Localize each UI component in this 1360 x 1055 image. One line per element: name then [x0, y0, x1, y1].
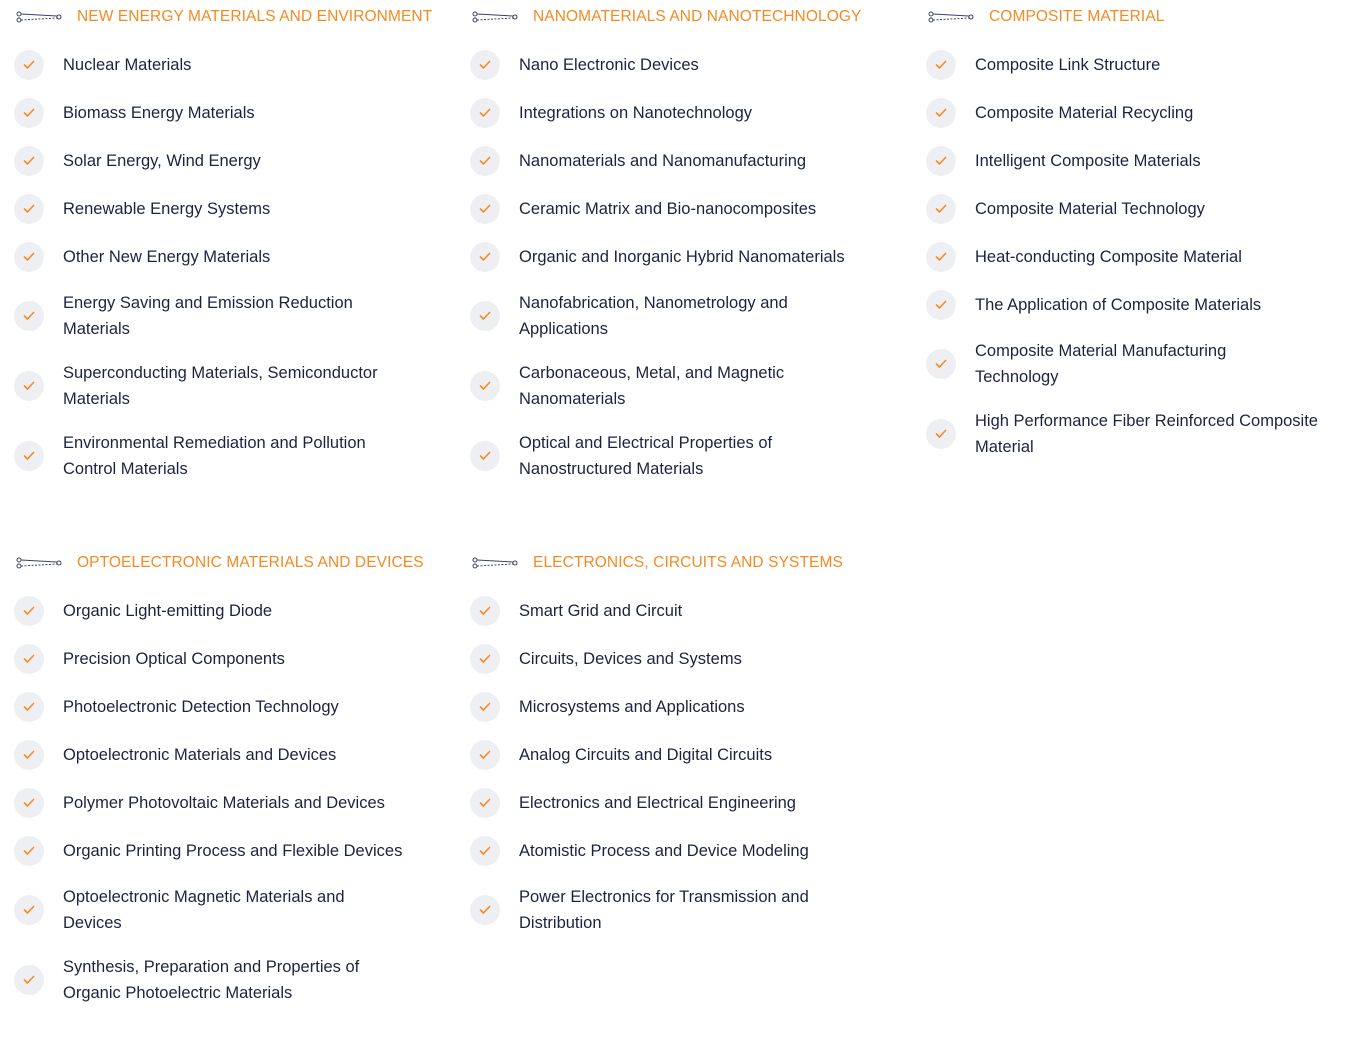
- list-item: [456, 281, 896, 351]
- item-label: Analog Circuits and Digital Circuits: [519, 746, 773, 764]
- checkmark-icon: [14, 146, 44, 176]
- topic-list: [0, 587, 440, 1015]
- checkmark-icon: [470, 98, 500, 128]
- section-new-energy: [0, 0, 440, 491]
- list-item: [456, 587, 896, 635]
- list-item: [0, 351, 440, 421]
- list-item: [0, 779, 440, 827]
- checkmark-icon: [470, 596, 500, 626]
- checkmark-icon: [14, 788, 44, 818]
- list-item: [456, 421, 896, 491]
- list-item: [456, 779, 896, 827]
- checkmark-icon: [14, 836, 44, 866]
- item-label: Superconducting Materials, Semiconductor Materials: [63, 364, 378, 408]
- checkmark-icon: [926, 194, 956, 224]
- item-label: Nanofabrication, Nanometrology and Applications: [519, 294, 788, 338]
- item-label: Nano Electronic Devices: [519, 56, 699, 74]
- list-item: [456, 185, 896, 233]
- checkmark-icon: [470, 788, 500, 818]
- checkmark-icon: [470, 371, 500, 401]
- list-item: [456, 137, 896, 185]
- checkmark-icon: [14, 441, 44, 471]
- list-item: [912, 281, 1358, 329]
- list-item: [912, 329, 1358, 399]
- checkmark-icon: [14, 194, 44, 224]
- checkmark-icon: [470, 644, 500, 674]
- section-electronics: [456, 546, 896, 945]
- list-item: [456, 827, 896, 875]
- item-label: Optical and Electrical Properties of Nanostructured Materials: [519, 434, 773, 478]
- section-header: [456, 0, 896, 34]
- item-label: Optoelectronic Magnetic Materials and Devices: [63, 888, 345, 932]
- list-item: [0, 421, 440, 491]
- list-item: [456, 351, 896, 421]
- item-label: Environmental Remediation and Pollution Control Materials: [63, 434, 366, 478]
- checkmark-icon: [470, 50, 500, 80]
- checkmark-icon: [926, 146, 956, 176]
- section-title: NEW ENERGY MATERIALS AND ENVIRONMENT: [77, 8, 433, 25]
- item-label: Energy Saving and Emission Reduction Materials: [63, 294, 353, 338]
- list-item: [912, 233, 1358, 281]
- section-header: [912, 0, 1358, 34]
- item-label: Ceramic Matrix and Bio-nanocomposites: [519, 200, 817, 218]
- item-label: Integrations on Nanotechnology: [519, 104, 752, 122]
- section-title: OPTOELECTRONIC MATERIALS AND DEVICES: [77, 554, 424, 571]
- item-label: Composite Material Technology: [975, 200, 1205, 218]
- item-label: Biomass Energy Materials: [63, 104, 255, 122]
- list-item: [456, 233, 896, 281]
- topic-list: [0, 41, 440, 491]
- section-header: [456, 546, 896, 580]
- item-label: Smart Grid and Circuit: [519, 602, 683, 620]
- item-label: Organic Printing Process and Flexible Devices: [63, 842, 403, 860]
- item-label: Organic Light-emitting Diode: [63, 602, 273, 620]
- list-item: [0, 587, 440, 635]
- item-label: Nanomaterials and Nanomanufacturing: [519, 152, 807, 170]
- item-label: Photoelectronic Detection Technology: [63, 698, 339, 716]
- section-header: [0, 0, 440, 34]
- item-label: Circuits, Devices and Systems: [519, 650, 742, 668]
- item-label: Heat-conducting Composite Material: [975, 248, 1242, 266]
- list-item: [0, 731, 440, 779]
- checkmark-icon: [926, 98, 956, 128]
- item-label: Power Electronics for Transmission and Distribution: [519, 888, 809, 932]
- list-item: [912, 137, 1358, 185]
- item-label: Composite Material Manufacturing Technology: [975, 342, 1227, 386]
- checkmark-icon: [470, 441, 500, 471]
- circuit-line-icon: [472, 11, 518, 23]
- item-label: Other New Energy Materials: [63, 248, 271, 266]
- list-item: [456, 635, 896, 683]
- checkmark-icon: [14, 965, 44, 995]
- list-item: [0, 683, 440, 731]
- circuit-line-icon: [928, 11, 974, 23]
- section-title: ELECTRONICS, CIRCUITS AND SYSTEMS: [533, 554, 843, 571]
- list-item: [0, 635, 440, 683]
- list-item: [0, 281, 440, 351]
- item-label: Carbonaceous, Metal, and Magnetic Nanomaterials: [519, 364, 785, 408]
- checkmark-icon: [14, 596, 44, 626]
- list-item: [0, 185, 440, 233]
- list-item: [912, 399, 1358, 469]
- section-composite: [912, 0, 1358, 469]
- checkmark-icon: [14, 242, 44, 272]
- list-item: [0, 875, 440, 945]
- list-item: [912, 185, 1358, 233]
- item-label: Nuclear Materials: [63, 56, 192, 74]
- checkmark-icon: [14, 98, 44, 128]
- circuit-line-icon: [472, 557, 518, 569]
- item-label: Microsystems and Applications: [519, 698, 745, 716]
- item-label: Composite Material Recycling: [975, 104, 1194, 122]
- checkmark-icon: [14, 50, 44, 80]
- item-label: High Performance Fiber Reinforced Composite Material: [975, 412, 1318, 456]
- checkmark-icon: [470, 146, 500, 176]
- item-label: Atomistic Process and Device Modeling: [519, 842, 809, 860]
- checkmark-icon: [14, 895, 44, 925]
- list-item: [456, 731, 896, 779]
- list-item: [0, 233, 440, 281]
- checkmark-icon: [926, 290, 956, 320]
- item-label: Composite Link Structure: [975, 56, 1161, 74]
- list-item: [456, 41, 896, 89]
- checkmark-icon: [926, 419, 956, 449]
- checkmark-icon: [470, 740, 500, 770]
- item-label: Optoelectronic Materials and Devices: [63, 746, 337, 764]
- checkmark-icon: [470, 692, 500, 722]
- list-item: [0, 827, 440, 875]
- checkmark-icon: [470, 242, 500, 272]
- section-nanomaterials: [456, 0, 896, 491]
- checkmark-icon: [470, 301, 500, 331]
- topic-list: [912, 41, 1358, 469]
- topic-list: [456, 41, 896, 491]
- list-item: [456, 683, 896, 731]
- item-label: Electronics and Electrical Engineering: [519, 794, 796, 812]
- section-title: COMPOSITE MATERIAL: [989, 8, 1165, 25]
- item-label: Renewable Energy Systems: [63, 200, 271, 218]
- section-optoelectronic: [0, 546, 440, 1015]
- list-item: [912, 89, 1358, 137]
- checkmark-icon: [14, 301, 44, 331]
- item-label: Precision Optical Components: [63, 650, 285, 668]
- topic-list: [456, 587, 896, 945]
- checkmark-icon: [14, 740, 44, 770]
- item-label: Intelligent Composite Materials: [975, 152, 1201, 170]
- item-label: The Application of Composite Materials: [975, 296, 1262, 314]
- checkmark-icon: [926, 50, 956, 80]
- checkmark-icon: [926, 242, 956, 272]
- list-item: [456, 875, 896, 945]
- checkmark-icon: [470, 895, 500, 925]
- list-item: [0, 89, 440, 137]
- item-label: Organic and Inorganic Hybrid Nanomaterials: [519, 248, 845, 266]
- circuit-line-icon: [16, 11, 62, 23]
- list-item: [0, 137, 440, 185]
- checkmark-icon: [14, 644, 44, 674]
- section-title: NANOMATERIALS AND NANOTECHNOLOGY: [533, 8, 862, 25]
- list-item: [0, 41, 440, 89]
- checkmark-icon: [14, 371, 44, 401]
- checkmark-icon: [14, 692, 44, 722]
- list-item: [456, 89, 896, 137]
- item-label: Solar Energy, Wind Energy: [63, 152, 261, 170]
- checkmark-icon: [926, 349, 956, 379]
- section-header: [0, 546, 440, 580]
- list-item: [0, 945, 440, 1015]
- item-label: Polymer Photovoltaic Materials and Devices: [63, 794, 385, 812]
- item-label: Synthesis, Preparation and Properties of Organic Photoelectric Materials: [63, 958, 360, 1002]
- list-item: [912, 41, 1358, 89]
- checkmark-icon: [470, 194, 500, 224]
- checkmark-icon: [470, 836, 500, 866]
- circuit-line-icon: [16, 557, 62, 569]
